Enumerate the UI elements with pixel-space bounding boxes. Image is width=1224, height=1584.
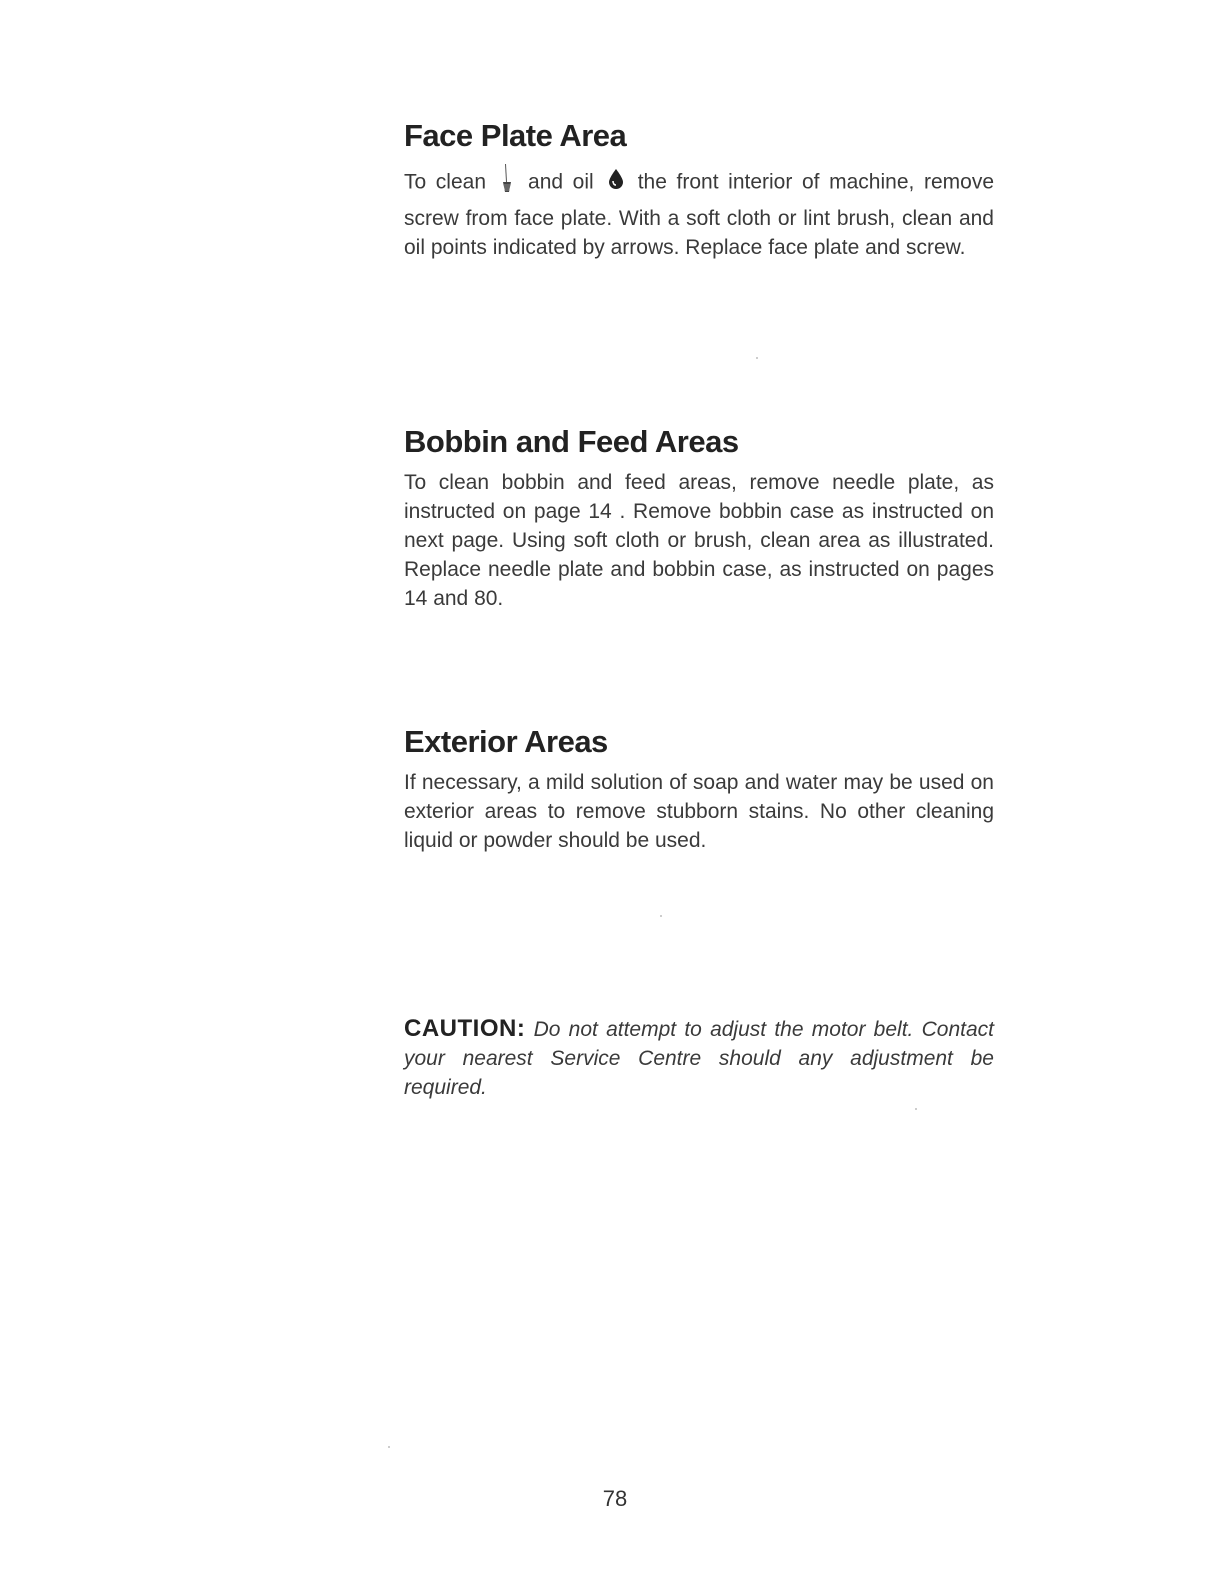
caution-section <box>404 1014 994 1102</box>
scan-speck <box>388 1446 390 1448</box>
brush-icon <box>500 162 514 204</box>
exterior-body: If necessary, a mild solution of soap and water may be used on exterior areas to remove stubborn stains. No other cleaning liquid or powder should be used. <box>404 771 994 852</box>
exterior-section <box>404 724 994 855</box>
face-plate-heading: Face Plate Area <box>404 118 627 153</box>
bobbin-feed-body: To clean bobbin and feed areas, remove needle plate, as instructed on page 14 . Remove bobbin case as instructed on next page. Using soft cloth or brush, clean area as illustrated. Replace needle plate and bobbin case, as instructed on pages 14 and 80. <box>404 471 994 610</box>
face-plate-instructions: remove screw from face plate. With a soft cloth or lint brush, clean and oil points indicated by arrows. Replace face plate and screw. <box>404 170 995 259</box>
bobbin-feed-heading: Bobbin and Feed Areas <box>404 424 739 459</box>
scan-speck <box>660 915 662 917</box>
scan-speck <box>915 1108 917 1110</box>
face-plate-intro-start: To clean <box>404 170 487 194</box>
oil-drop-icon <box>608 168 624 198</box>
caution-paragraph <box>404 1014 994 1102</box>
page-number: 78 <box>602 1486 628 1511</box>
caution-label: CAUTION: <box>404 1015 526 1042</box>
face-plate-section <box>404 118 994 262</box>
face-plate-body <box>404 162 994 262</box>
exterior-heading: Exterior Areas <box>404 724 608 759</box>
scan-speck <box>756 357 758 359</box>
face-plate-intro-middle: and oil <box>528 170 594 194</box>
bobbin-feed-section <box>404 424 994 613</box>
face-plate-intro-end: the front interior of machine, <box>637 170 915 194</box>
caution-text: Do not attempt to adjust the motor belt. Contact your nearest Service Centre should any adjustment be required. <box>404 1018 994 1099</box>
